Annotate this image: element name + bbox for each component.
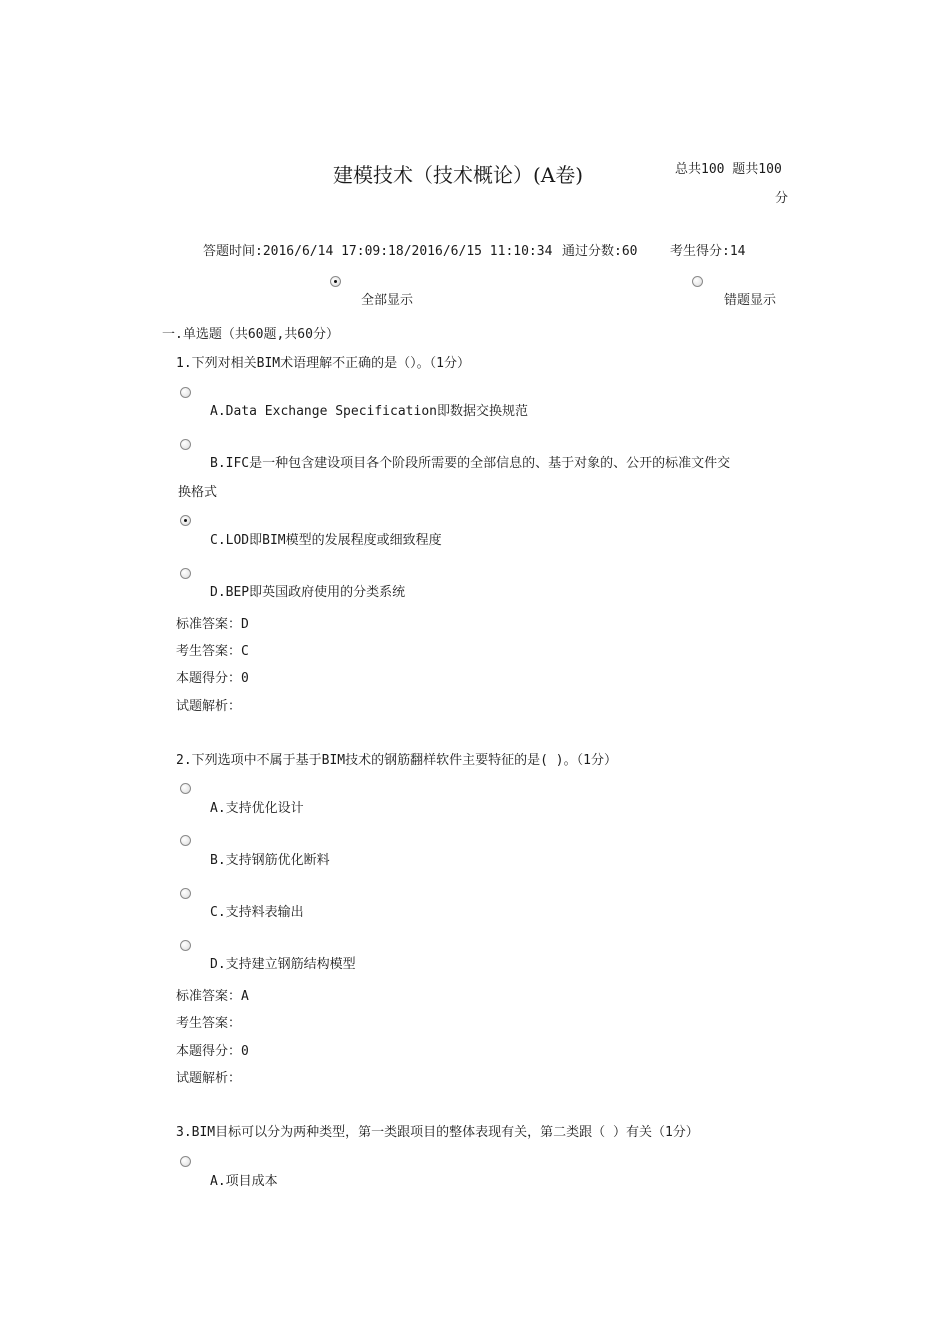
q2-analysis: 试题解析： [176,1071,242,1086]
exam-score: 考生得分:14 [670,244,746,259]
q2-option-a-radio[interactable] [180,783,191,794]
show-wrong-label[interactable]: 错题显示 [724,293,777,308]
q2-option-c-radio[interactable] [180,888,191,899]
q2-option-c-label: C.支持料表输出 [210,905,304,920]
q2-option-a-label: A.支持优化设计 [210,801,304,816]
q1-option-c-radio[interactable] [180,515,191,526]
total-score-unit: 分 [775,191,789,206]
q2-option-d-radio[interactable] [180,940,191,951]
answer-time: 答题时间:2016/6/14 17:09:18/2016/6/15 11:10:34 [203,244,553,259]
q1-student-answer: 考生答案：C [176,644,249,659]
show-wrong-radio[interactable] [692,276,703,287]
q2-score: 本题得分：0 [176,1044,249,1059]
show-all-label[interactable]: 全部显示 [361,293,414,308]
q1-score: 本题得分：0 [176,671,249,686]
q1-standard-answer: 标准答案：D [176,617,249,632]
q2-option-b-label: B.支持钢筋优化断料 [210,853,330,868]
q1-option-d-radio[interactable] [180,568,191,579]
q1-analysis: 试题解析： [176,699,242,714]
q2-standard-answer: 标准答案：A [176,989,249,1004]
section-title: 一.单选题（共60题,共60分） [162,327,339,342]
question-2-stem: 2.下列选项中不属于基于BIM技术的钢筋翻样软件主要特征的是( )。（1分） [176,753,617,768]
total-score: 总共100 题共100 [675,162,782,177]
q2-option-b-radio[interactable] [180,835,191,846]
page-title: 建模技术（技术概论）(A卷) [333,163,584,187]
pass-score: 通过分数:60 [562,244,638,259]
q1-option-d-label: D.BEP即英国政府使用的分类系统 [210,585,406,600]
question-3-stem: 3.BIM目标可以分为两种类型，第一类跟项目的整体表现有关，第二类跟（ ）有关（1分） [176,1125,699,1140]
q2-option-d-label: D.支持建立钢筋结构模型 [210,957,356,972]
q1-option-c-label: C.LOD即BIM模型的发展程度或细致程度 [210,533,442,548]
q1-option-b-label-cont: 换格式 [178,485,218,500]
q1-option-b-radio[interactable] [180,439,191,450]
q1-option-a-label: A.Data Exchange Specification即数据交换规范 [210,404,528,419]
show-all-radio[interactable] [330,276,341,287]
q1-option-b-label: B.IFC是一种包含建设项目各个阶段所需要的全部信息的、基于对象的、公开的标准文件交 [210,456,731,471]
q3-option-a-radio[interactable] [180,1156,191,1167]
q1-option-a-radio[interactable] [180,387,191,398]
q3-option-a-label: A.项目成本 [210,1174,278,1189]
q2-student-answer: 考生答案： [176,1016,242,1031]
question-1-stem: 1.下列对相关BIM术语理解不正确的是（）。（1分） [176,356,470,371]
